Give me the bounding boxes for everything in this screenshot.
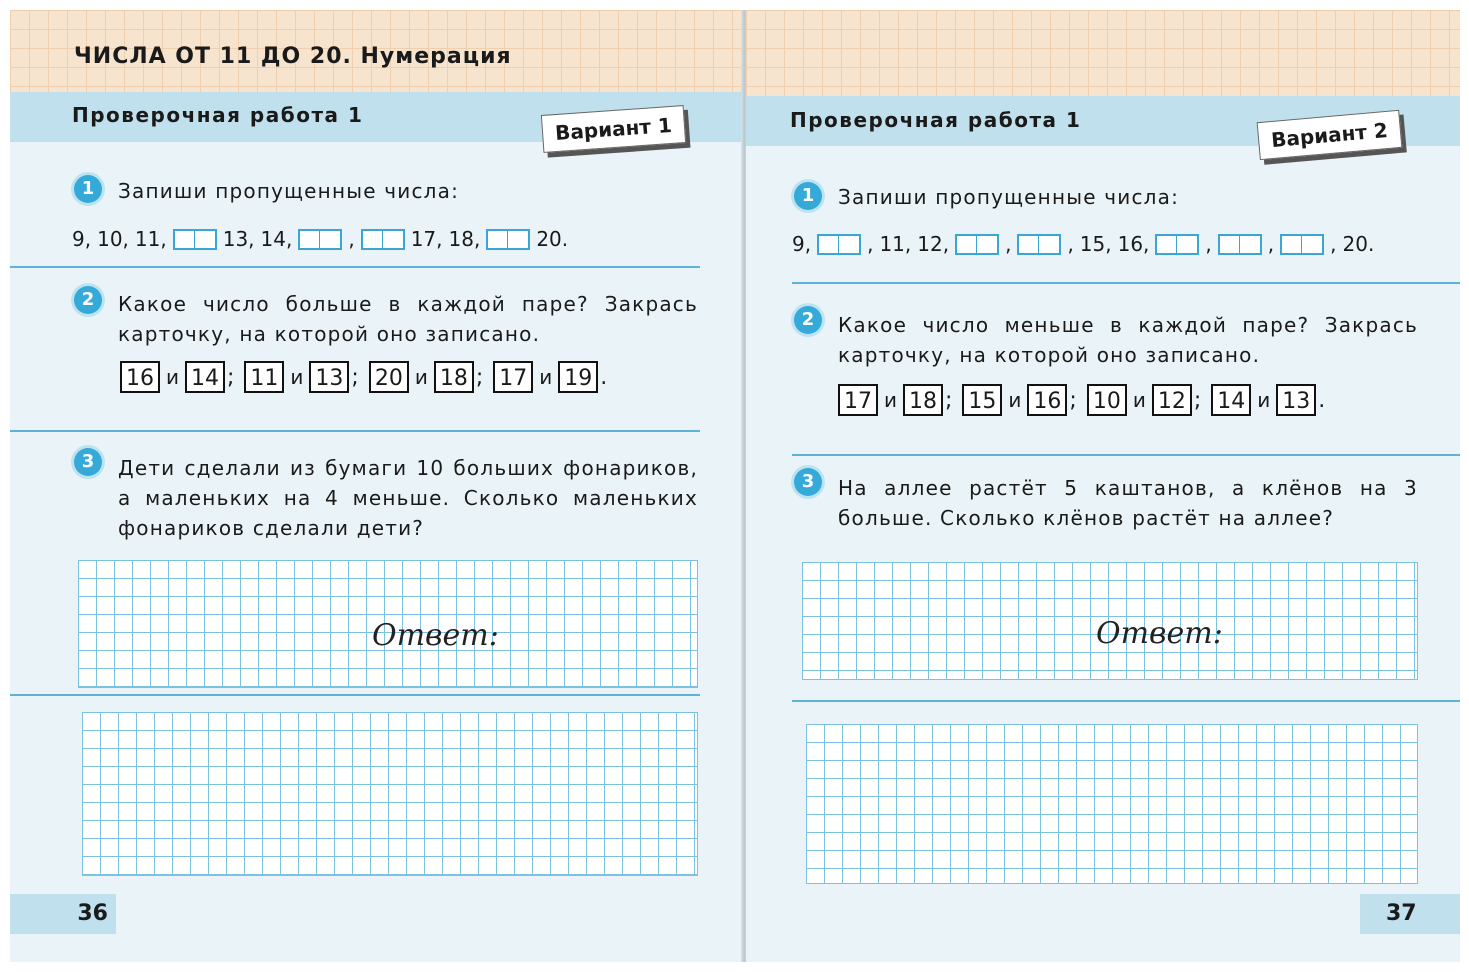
sequence-number: 15,	[1079, 232, 1112, 256]
sequence-number: ,	[1330, 232, 1337, 256]
number-card[interactable]: 17	[493, 361, 533, 393]
variant-card: Вариант 2	[1257, 110, 1403, 160]
sequence-number: 11,	[134, 227, 167, 251]
sequence-number: ,	[1005, 232, 1012, 256]
number-card[interactable]: 18	[903, 384, 943, 416]
sequence-number: 20.	[1342, 232, 1375, 256]
page-number: 37	[1360, 894, 1460, 934]
work-grid[interactable]	[806, 724, 1418, 884]
section-title: Проверочная работа 1	[790, 108, 1082, 132]
sequence-number: ,	[348, 227, 355, 251]
task-number-2: 2	[794, 306, 822, 334]
sequence-number: ,	[867, 232, 874, 256]
right-page	[746, 10, 1460, 962]
sequence-number: 9,	[72, 227, 92, 251]
missing-number-box[interactable]	[817, 234, 861, 255]
task-number-3: 3	[794, 468, 822, 496]
number-cards	[120, 361, 617, 393]
missing-number-box[interactable]	[298, 229, 342, 250]
divider	[10, 694, 700, 696]
missing-number-box[interactable]	[1280, 234, 1324, 255]
number-card[interactable]: 13	[309, 361, 349, 393]
task-number-2: 2	[74, 286, 102, 314]
conjunction: и	[539, 365, 553, 389]
number-card[interactable]: 10	[1087, 384, 1127, 416]
work-grid[interactable]	[82, 712, 698, 876]
separator: ;	[227, 364, 235, 390]
missing-number-box[interactable]	[173, 229, 217, 250]
sequence-number: ,	[1267, 232, 1275, 256]
sequence-number: 14,	[260, 227, 293, 251]
number-card[interactable]: 20	[369, 361, 409, 393]
number-card[interactable]: 11	[244, 361, 284, 393]
answer-label: Ответ:	[372, 618, 499, 653]
number-card[interactable]: 15	[962, 384, 1002, 416]
number-card[interactable]: 12	[1152, 384, 1192, 416]
task-2-text: Какое число больше в каждой паре? Закрась карточку, на которой оно записано.	[118, 292, 698, 346]
conjunction: и	[414, 365, 428, 389]
divider	[792, 700, 1460, 702]
task-number-1: 1	[74, 175, 102, 203]
missing-numbers-sequence	[72, 227, 574, 251]
chapter-title: ЧИСЛА ОТ 11 ДО 20. Нумерация	[74, 44, 512, 69]
conjunction: и	[884, 388, 897, 412]
task-1-text: Запиши пропущенные числа:	[118, 179, 460, 203]
sequence-number: 10,	[97, 227, 129, 251]
sequence-number: 17,	[410, 227, 443, 251]
separator: ;	[1193, 387, 1202, 413]
task-number-1: 1	[794, 182, 822, 210]
sequence-number: ,	[1205, 232, 1212, 256]
task-3-text: На аллее растёт 5 каштанов, а клёнов на 3 больше. Сколько клёнов растёт на аллее?	[838, 476, 1418, 530]
conjunction: и	[1008, 388, 1022, 412]
separator: ;	[945, 387, 953, 413]
sequence-number: 9,	[792, 232, 812, 256]
conjunction: и	[1132, 388, 1146, 412]
number-card[interactable]: 13	[1276, 384, 1316, 416]
separator: .	[600, 364, 608, 390]
sequence-number: ,	[1067, 232, 1074, 256]
divider	[10, 430, 700, 432]
missing-number-box[interactable]	[1155, 234, 1199, 255]
variant-card: Вариант 1	[541, 105, 686, 153]
sequence-number: 20.	[536, 227, 569, 251]
divider	[792, 454, 1460, 456]
sequence-number: 18,	[448, 227, 481, 251]
task-3-text: Дети сделали из бумаги 10 больших фонариков, а маленьких на 4 меньше. Сколько маленьких фонариков сделали дети?	[118, 456, 698, 540]
separator: ;	[1069, 387, 1077, 413]
task-2-text: Какое число меньше в каждой паре? Закрась карточку, на которой оно записано.	[838, 313, 1418, 367]
missing-number-box[interactable]	[486, 229, 530, 250]
number-card[interactable]: 16	[1027, 384, 1067, 416]
divider	[792, 282, 1460, 284]
task-1-text: Запиши пропущенные числа:	[838, 185, 1180, 209]
separator: .	[1318, 387, 1326, 413]
number-card[interactable]: 19	[558, 361, 598, 393]
number-cards	[838, 384, 1335, 416]
number-card[interactable]: 14	[185, 361, 225, 393]
sequence-number: 13,	[222, 227, 255, 251]
top-paper-band	[746, 10, 1460, 96]
missing-number-box[interactable]	[955, 234, 999, 255]
page-number: 36	[10, 894, 116, 934]
number-card[interactable]: 16	[120, 361, 160, 393]
left-page	[10, 10, 744, 962]
sequence-number: 11,	[879, 232, 912, 256]
conjunction: и	[166, 365, 179, 389]
separator: ;	[351, 364, 359, 390]
missing-numbers-sequence	[792, 232, 1380, 256]
number-card[interactable]: 14	[1211, 384, 1251, 416]
number-card[interactable]: 18	[434, 361, 474, 393]
section-title: Проверочная работа 1	[72, 103, 364, 127]
conjunction: и	[1257, 388, 1271, 412]
separator: ;	[475, 364, 484, 390]
task-number-3: 3	[74, 448, 102, 476]
missing-number-box[interactable]	[1017, 234, 1061, 255]
conjunction: и	[290, 365, 304, 389]
divider	[10, 266, 700, 268]
sequence-number: 16,	[1117, 232, 1150, 256]
missing-number-box[interactable]	[1218, 234, 1262, 255]
missing-number-box[interactable]	[361, 229, 405, 250]
number-card[interactable]: 17	[838, 384, 878, 416]
answer-label: Ответ:	[1096, 616, 1223, 651]
sequence-number: 12,	[917, 232, 950, 256]
